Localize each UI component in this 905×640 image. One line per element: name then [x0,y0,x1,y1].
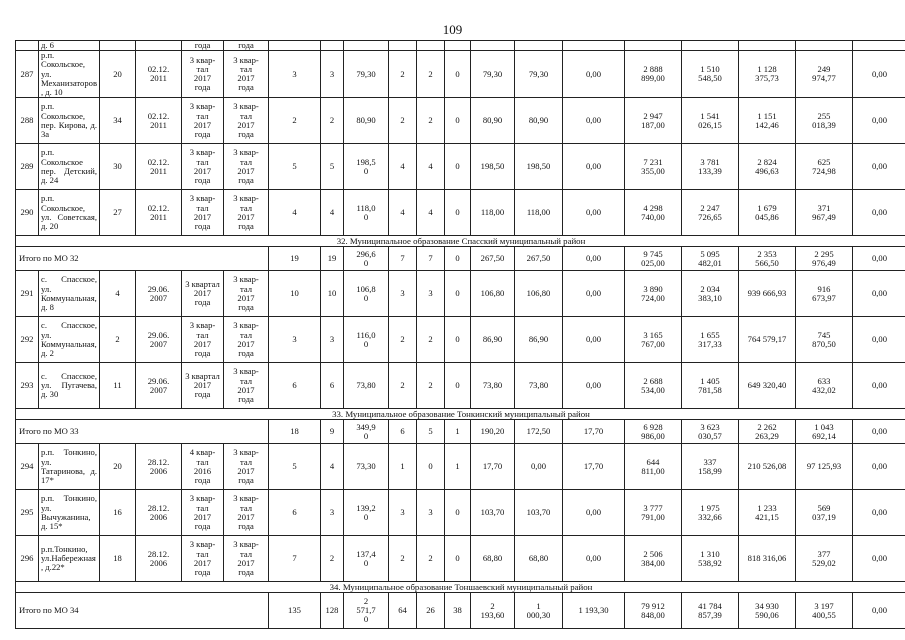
cell-year [100,41,136,51]
cell-c4: 3 [389,490,417,536]
cell-year: 30 [100,144,136,190]
section-header: 34. Муниципальное образование Тоншаевский муниципальный район [16,582,905,593]
cell-plan-start: года [182,41,224,51]
table-row-continued [16,41,905,51]
cell-date: 28.12. 2006 [136,536,182,582]
cell-plan-start: 3 квар- тал 2017 года [182,317,224,363]
cell-value [471,41,515,51]
cell-c12: 1 128 375,73 [739,51,796,98]
cell-c12: 1 151 142,46 [739,98,796,144]
cell-c8: 106,80 [515,271,563,317]
section-header: 32. Муниципальное образование Спасский муниципальный район [16,236,905,247]
cell-plan-start: 4 квар- тал 2016 года [182,444,224,490]
cell-c12: 939 666,93 [739,271,796,317]
cell-c10: 2 688 534,00 [625,363,682,409]
total-c2: 19 [321,247,344,271]
total-c1: 19 [269,247,321,271]
cell-c13: 569 037,19 [796,490,853,536]
cell-c12: 1 233 421,15 [739,490,796,536]
cell-plan-end: 3 квар- тал 2017 года [224,490,269,536]
cell-c2: 3 [321,317,344,363]
cell-c6: 0 [445,317,471,363]
cell-c6: 1 [445,444,471,490]
cell-date: 28.12. 2006 [136,490,182,536]
section-header: 33. Муниципальное образование Тонкинский муниципальный район [16,409,905,420]
table-row [16,490,905,536]
cell-c6: 0 [445,98,471,144]
cell-c9: 0,00 [563,98,625,144]
total-c14: 0,00 [853,593,905,629]
cell-c4: 2 [389,536,417,582]
total-c9: 1 193,30 [563,593,625,629]
cell-value [344,41,389,51]
cell-c4: 2 [389,363,417,409]
cell-c11: 2 034 383,10 [682,271,739,317]
cell-c8: 198,50 [515,144,563,190]
cell-c6: 0 [445,536,471,582]
cell-address: р.п.Тонкино, ул.Набережная, д.22* [39,536,100,582]
cell-c9: 0,00 [563,317,625,363]
table-row [16,271,905,317]
cell-c1: 3 [269,317,321,363]
cell-c11: 3 781 133,39 [682,144,739,190]
total-label: Итого по МО 34 [16,593,269,629]
cell-c13: 371 967,49 [796,190,853,236]
cell-c4: 4 [389,144,417,190]
cell-number: 293 [16,363,39,409]
total-c5: 5 [417,420,445,444]
cell-date: 29.06. 2007 [136,271,182,317]
cell-c8: 73,80 [515,363,563,409]
cell-year: 27 [100,190,136,236]
cell-c12: 649 320,40 [739,363,796,409]
cell-c7: 17,70 [471,444,515,490]
total-c4: 6 [389,420,417,444]
cell-c1: 5 [269,444,321,490]
cell-number: 291 [16,271,39,317]
cell-plan-end: 3 квар- тал 2017 года [224,444,269,490]
table-row [16,51,905,98]
cell-c12: 210 526,08 [739,444,796,490]
cell-c6: 0 [445,51,471,98]
cell-c11: 1 405 781,58 [682,363,739,409]
cell-c5: 3 [417,271,445,317]
cell-c1: 2 [269,98,321,144]
total-c1: 18 [269,420,321,444]
cell-c3: 79,30 [344,51,389,98]
cell-value [796,41,853,51]
total-label: Итого по МО 32 [16,247,269,271]
cell-c14: 0,00 [853,51,905,98]
cell-value [445,41,471,51]
cell-year: 18 [100,536,136,582]
total-c7: 190,20 [471,420,515,444]
cell-c12: 1 679 045,86 [739,190,796,236]
cell-address: р.п. Сокольское, ул. Советская, д. 20 [39,190,100,236]
cell-c8: 0,00 [515,444,563,490]
cell-plan-end: года [224,41,269,51]
cell-date: 02.12. 2011 [136,51,182,98]
total-c8: 172,50 [515,420,563,444]
cell-c2: 10 [321,271,344,317]
cell-address: р.п. Сокольское пер. Детский, д. 24 [39,144,100,190]
total-c5: 7 [417,247,445,271]
cell-c9: 0,00 [563,490,625,536]
table-body [16,41,905,629]
total-c4: 7 [389,247,417,271]
cell-c9: 0,00 [563,51,625,98]
section-header-row [16,409,905,420]
cell-c13: 745 870,50 [796,317,853,363]
cell-c12: 818 316,06 [739,536,796,582]
cell-c1: 5 [269,144,321,190]
cell-c5: 2 [417,536,445,582]
cell-c9: 0,00 [563,144,625,190]
cell-date: 02.12. 2011 [136,144,182,190]
cell-c1: 4 [269,190,321,236]
cell-year: 20 [100,444,136,490]
total-c3: 349,9 0 [344,420,389,444]
total-c13: 2 295 976,49 [796,247,853,271]
cell-c7: 73,80 [471,363,515,409]
cell-c8: 103,70 [515,490,563,536]
cell-year: 16 [100,490,136,536]
cell-c10: 4 298 740,00 [625,190,682,236]
cell-c13: 633 432,02 [796,363,853,409]
cell-c2: 6 [321,363,344,409]
total-c12: 2 353 566,50 [739,247,796,271]
cell-c14: 0,00 [853,144,905,190]
total-c2: 9 [321,420,344,444]
cell-c4: 2 [389,98,417,144]
cell-address: с. Спасское, ул. Пугачева, д. 30 [39,363,100,409]
cell-c13: 377 529,02 [796,536,853,582]
total-c8: 1 000,30 [515,593,563,629]
cell-c10: 2 888 899,00 [625,51,682,98]
cell-plan-end: 3 квар- тал 2017 года [224,190,269,236]
cell-plan-start: 3 квар- тал 2017 года [182,144,224,190]
total-c13: 3 197 400,55 [796,593,853,629]
cell-c2: 5 [321,144,344,190]
cell-address: р.п. Тонкино, ул. Татаринова, д. 17* [39,444,100,490]
cell-value [389,41,417,51]
cell-c9: 17,70 [563,444,625,490]
cell-c2: 3 [321,51,344,98]
cell-plan-end: 3 квар- тал 2017 года [224,98,269,144]
cell-value [739,41,796,51]
cell-c4: 4 [389,190,417,236]
table-row [16,536,905,582]
cell-number: 294 [16,444,39,490]
total-row [16,593,905,629]
cell-year: 2 [100,317,136,363]
table-row [16,98,905,144]
cell-c7: 118,00 [471,190,515,236]
cell-c2: 2 [321,536,344,582]
cell-c4: 2 [389,51,417,98]
cell-c10: 7 231 355,00 [625,144,682,190]
cell-c11: 337 158,99 [682,444,739,490]
total-c14: 0,00 [853,420,905,444]
cell-c3: 139,2 0 [344,490,389,536]
cell-c7: 86,90 [471,317,515,363]
cell-c7: 198,50 [471,144,515,190]
total-c10: 9 745 025,00 [625,247,682,271]
cell-c8: 79,30 [515,51,563,98]
cell-c10: 3 777 791,00 [625,490,682,536]
cell-c5: 4 [417,190,445,236]
cell-c13: 97 125,93 [796,444,853,490]
cell-plan-end: 3 квар- тал 2017 года [224,536,269,582]
cell-c10: 2 506 384,00 [625,536,682,582]
cell-year: 4 [100,271,136,317]
cell-c7: 103,70 [471,490,515,536]
total-row [16,420,905,444]
total-c12: 2 262 263,29 [739,420,796,444]
cell-value [853,41,905,51]
cell-number: 290 [16,190,39,236]
cell-c11: 1 975 332,66 [682,490,739,536]
total-c4: 64 [389,593,417,629]
total-c8: 267,50 [515,247,563,271]
total-c10: 6 928 986,00 [625,420,682,444]
total-c5: 26 [417,593,445,629]
cell-plan-end: 3 квар- тал 2017 года [224,317,269,363]
cell-value [563,41,625,51]
cell-plan-start: 3 квартал 2017 года [182,363,224,409]
cell-plan-start: 3 квар- тал 2017 года [182,536,224,582]
cell-c13: 916 673,97 [796,271,853,317]
cell-c14: 0,00 [853,190,905,236]
cell-c6: 0 [445,363,471,409]
cell-date: 02.12. 2011 [136,98,182,144]
cell-c14: 0,00 [853,271,905,317]
cell-c12: 2 824 496,63 [739,144,796,190]
cell-c5: 3 [417,490,445,536]
table-row [16,363,905,409]
cell-plan-start: 3 квар- тал 2017 года [182,98,224,144]
cell-date: 28.12. 2006 [136,444,182,490]
cell-c8: 118,00 [515,190,563,236]
cell-c5: 2 [417,98,445,144]
cell-c6: 0 [445,490,471,536]
cell-c1: 6 [269,490,321,536]
cell-address: с. Спасское, ул. Коммунальная, д. 2 [39,317,100,363]
cell-c3: 73,80 [344,363,389,409]
cell-c9: 0,00 [563,363,625,409]
total-c13: 1 043 692,14 [796,420,853,444]
cell-year: 20 [100,51,136,98]
total-c10: 79 912 848,00 [625,593,682,629]
cell-plan-start: 3 квар- тал 2017 года [182,490,224,536]
cell-number: 296 [16,536,39,582]
total-c11: 41 784 857,39 [682,593,739,629]
cell-c1: 3 [269,51,321,98]
total-c7: 2 193,60 [471,593,515,629]
total-c6: 1 [445,420,471,444]
cell-number: 295 [16,490,39,536]
cell-c14: 0,00 [853,98,905,144]
cell-year: 11 [100,363,136,409]
cell-c5: 2 [417,363,445,409]
cell-value [417,41,445,51]
cell-c6: 0 [445,271,471,317]
cell-c2: 4 [321,190,344,236]
cell-plan-start: 3 квар- тал 2017 года [182,190,224,236]
table-row [16,144,905,190]
cell-number: 292 [16,317,39,363]
cell-c7: 80,90 [471,98,515,144]
cell-c10: 3 165 767,00 [625,317,682,363]
cell-c10: 3 890 724,00 [625,271,682,317]
page-number: 109 [442,22,463,37]
cell-c11: 2 247 726,65 [682,190,739,236]
cell-c5: 4 [417,144,445,190]
cell-address: д. 6 [39,41,100,51]
cell-c9: 0,00 [563,271,625,317]
cell-c14: 0,00 [853,363,905,409]
cell-plan-start: 3 квар- тал 2017 года [182,51,224,98]
cell-c3: 116,0 0 [344,317,389,363]
total-c3: 296,6 0 [344,247,389,271]
cell-value [625,41,682,51]
cell-c3: 198,5 0 [344,144,389,190]
cell-date: 02.12. 2011 [136,190,182,236]
cell-value [515,41,563,51]
total-c7: 267,50 [471,247,515,271]
total-c14: 0,00 [853,247,905,271]
cell-address: р.п. Сокольское, пер. Кирова, д. 3а [39,98,100,144]
cell-c6: 0 [445,144,471,190]
cell-c4: 2 [389,317,417,363]
total-c12: 34 930 590,06 [739,593,796,629]
cell-c1: 10 [269,271,321,317]
cell-c3: 118,0 0 [344,190,389,236]
cell-date: 29.06. 2007 [136,317,182,363]
cell-c14: 0,00 [853,490,905,536]
total-c2: 128 [321,593,344,629]
cell-c7: 106,80 [471,271,515,317]
cell-c3: 73,30 [344,444,389,490]
cell-c8: 68,80 [515,536,563,582]
cell-c10: 2 947 187,00 [625,98,682,144]
cell-c14: 0,00 [853,317,905,363]
cell-c14: 0,00 [853,536,905,582]
cell-c2: 3 [321,490,344,536]
total-row [16,247,905,271]
cell-plan-end: 3 квар- тал 2017 года [224,51,269,98]
total-c3: 2 571,7 0 [344,593,389,629]
table-row [16,444,905,490]
cell-c1: 7 [269,536,321,582]
cell-c7: 79,30 [471,51,515,98]
cell-number: 287 [16,51,39,98]
cell-c13: 625 724,98 [796,144,853,190]
total-c6: 38 [445,593,471,629]
cell-c10: 644 811,00 [625,444,682,490]
cell-c9: 0,00 [563,190,625,236]
cell-c4: 3 [389,271,417,317]
cell-address: с. Спасское, ул. Коммунальная, д. 8 [39,271,100,317]
cell-c11: 1 310 538,92 [682,536,739,582]
cell-c9: 0,00 [563,536,625,582]
cell-c3: 106,8 0 [344,271,389,317]
total-c11: 5 095 482,01 [682,247,739,271]
cell-c4: 1 [389,444,417,490]
total-c11: 3 623 030,57 [682,420,739,444]
cell-c5: 2 [417,51,445,98]
cell-c14: 0,00 [853,444,905,490]
cell-c13: 249 974,77 [796,51,853,98]
cell-c6: 0 [445,190,471,236]
cell-c8: 86,90 [515,317,563,363]
cell-address: р.п. Сокольское, ул. Механизаторов, д. 10 [39,51,100,98]
cell-c1: 6 [269,363,321,409]
section-header-row [16,236,905,247]
total-c6: 0 [445,247,471,271]
cell-c7: 68,80 [471,536,515,582]
cell-plan-end: 3 квар- тал 2017 года [224,144,269,190]
cell-year: 34 [100,98,136,144]
cell-c5: 0 [417,444,445,490]
cell-value [321,41,344,51]
cell-number: 288 [16,98,39,144]
cell-number: 289 [16,144,39,190]
cell-c3: 80,90 [344,98,389,144]
cell-value [269,41,321,51]
cell-number [16,41,39,51]
total-c1: 135 [269,593,321,629]
section-header-row [16,582,905,593]
total-c9: 0,00 [563,247,625,271]
cell-c2: 2 [321,98,344,144]
cell-c11: 1 510 548,50 [682,51,739,98]
table-row [16,190,905,236]
cell-c5: 2 [417,317,445,363]
cell-date [136,41,182,51]
cell-c8: 80,90 [515,98,563,144]
cell-plan-end: 3 квар- тал 2017 года [224,363,269,409]
resettlement-table [15,40,905,629]
cell-c3: 137,4 0 [344,536,389,582]
cell-c13: 255 018,39 [796,98,853,144]
cell-date: 29.06. 2007 [136,363,182,409]
cell-c2: 4 [321,444,344,490]
cell-plan-start: 3 квартал 2017 года [182,271,224,317]
table-row [16,317,905,363]
cell-plan-end: 3 квар- тал 2017 года [224,271,269,317]
cell-address: р.п. Тонкино, ул. Вычужанина, д. 15* [39,490,100,536]
total-c9: 17,70 [563,420,625,444]
cell-c11: 1 541 026,15 [682,98,739,144]
cell-c12: 764 579,17 [739,317,796,363]
cell-c11: 1 655 317,33 [682,317,739,363]
cell-value [682,41,739,51]
total-label: Итого по МО 33 [16,420,269,444]
